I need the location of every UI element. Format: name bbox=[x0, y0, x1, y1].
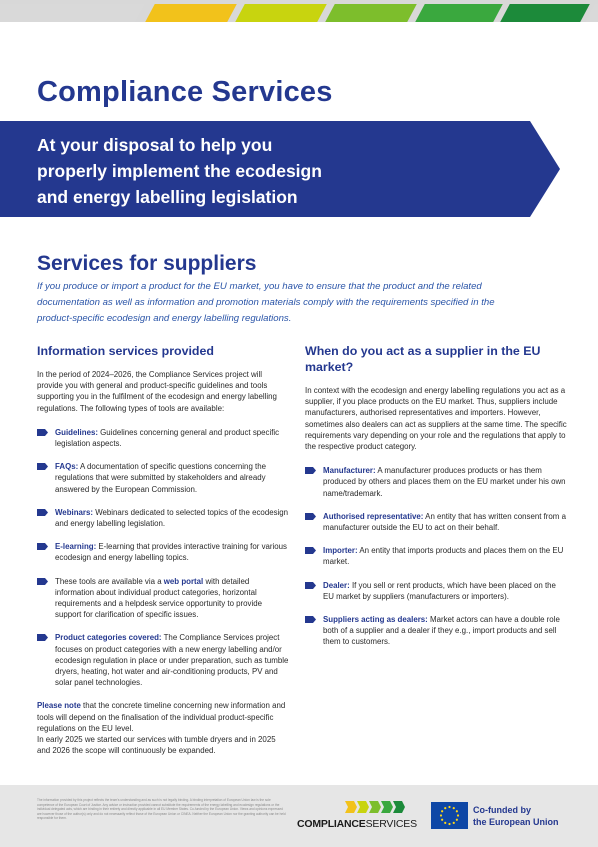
note-paragraph bbox=[37, 700, 289, 734]
list-item-text: Guidelines concerning general and product specific legislation aspects. bbox=[55, 427, 280, 449]
list-item-term: Suppliers acting as dealers: bbox=[323, 615, 428, 625]
intro-text bbox=[37, 279, 567, 327]
arrow-bullet-icon bbox=[37, 509, 48, 516]
list-item bbox=[37, 632, 289, 688]
left-heading: Information services provided bbox=[37, 344, 214, 358]
energy-chevrons-icon bbox=[345, 801, 407, 813]
arrow-bullet-icon bbox=[37, 429, 48, 436]
list-item-term: Guidelines: bbox=[55, 427, 98, 437]
compliance-services-logo bbox=[297, 801, 415, 833]
banner-line: properly implement the ecodesign bbox=[37, 161, 322, 181]
list-item bbox=[305, 614, 567, 648]
list-item bbox=[305, 545, 567, 567]
list-item bbox=[37, 541, 289, 563]
list-item bbox=[37, 461, 289, 495]
arrow-bullet-icon bbox=[37, 578, 48, 585]
page-title: Compliance Services bbox=[37, 76, 333, 108]
intro-line: product-specific ecodesign and energy labelling regulations. bbox=[37, 313, 292, 324]
list-item-text: The Compliance Services project focuses on product categories with a new energy labelling and/or ecodesign regulation in place or under preparation, such as tumble dryers, heating, hot water and air-conditioning products, PV and solar panel technologies. bbox=[55, 633, 289, 688]
right-column bbox=[305, 343, 567, 660]
chevron-shape bbox=[345, 801, 357, 813]
web-portal-link[interactable]: web portal bbox=[163, 576, 204, 586]
right-heading: When do you act as a supplier in the EU market? bbox=[305, 344, 541, 374]
note-text: that the concrete timeline concerning new information and tools will depend on the finalisation of the individual product-specific regulations on the EU level. bbox=[37, 701, 286, 733]
list-item-text: These tools are available via a bbox=[55, 576, 164, 586]
list-item-term: Importer: bbox=[323, 546, 358, 556]
eu-cofunded-text bbox=[473, 804, 559, 828]
chevron-shape bbox=[381, 801, 393, 813]
list-item bbox=[37, 576, 289, 621]
list-item-term: Product categories covered: bbox=[55, 633, 162, 643]
top-bar-segment bbox=[500, 4, 590, 22]
arrow-bullet-icon bbox=[37, 543, 48, 550]
eu-cofunded-logo bbox=[431, 802, 569, 830]
chevron-shape bbox=[357, 801, 369, 813]
note-label: Please note bbox=[37, 701, 81, 711]
arrow-bullet-icon bbox=[37, 463, 48, 470]
list-item-text: with detailed information about individual product categories, horizontal requirements and a helpdesk service opportunity to provide support for clarification of specific issues. bbox=[55, 576, 263, 620]
eu-stars-icon bbox=[431, 802, 468, 829]
chevron-shape bbox=[393, 801, 405, 813]
left-paragraph: In the period of 2024–2026, the Compliance Services project will provide you with general and product-specific guidelines and tools supporting you in the fulfilment of the ecodesign and energy labelling regulations. The following types of tools are available: bbox=[37, 370, 277, 413]
intro-line: documentation as well as information and promotion materials comply with the requirements specified in the bbox=[37, 297, 495, 308]
list-item-text: Webinars dedicated to selected topics of the ecodesign and energy labelling legislation. bbox=[55, 507, 289, 529]
compliance-services-wordmark bbox=[297, 818, 417, 830]
list-item-term: E-learning: bbox=[55, 542, 97, 552]
list-item-term: Manufacturer: bbox=[323, 466, 376, 476]
section-title: Services for suppliers bbox=[37, 252, 257, 275]
top-color-bar bbox=[0, 0, 598, 22]
list-item bbox=[305, 465, 567, 499]
list-item-text: If you sell or rent products, which have been placed on the EU market by suppliers (manufacturers or importers). bbox=[323, 580, 556, 601]
banner-line: At your disposal to help you bbox=[37, 135, 273, 155]
top-bar-segment bbox=[235, 4, 327, 22]
list-item bbox=[305, 511, 567, 533]
list-item-text: E-learning that provides interactive training for various ecodesign and energy labelling topics. bbox=[55, 542, 288, 563]
list-item-text: An entity that has written consent from a manufacturer outside the EU to act on their behalf. bbox=[323, 511, 566, 533]
arrow-bullet-icon bbox=[305, 582, 316, 589]
intro-line: If you produce or import a product for the EU market, you have to ensure that the product and the related bbox=[37, 281, 482, 292]
right-bullet-list bbox=[305, 465, 567, 647]
list-item bbox=[37, 427, 289, 449]
list-item-term: Authorised representative: bbox=[323, 511, 424, 521]
banner-line: and energy labelling legislation bbox=[37, 187, 298, 207]
left-bullet-list bbox=[37, 427, 289, 689]
right-paragraph: In context with the ecodesign and energy labelling regulations you act as a supplier, if you place products on the EU market. Thus, suppliers include manufacturers, authorised representatives and importers. However, sometimes also dealers can act as suppliers at the same time. The specific requirements vary depending on your role and the regulations that apply to the respective product category. bbox=[305, 386, 567, 452]
top-bar-segment bbox=[145, 4, 237, 22]
banner-text bbox=[37, 132, 537, 210]
arrow-bullet-icon bbox=[37, 634, 48, 641]
list-item-text: A manufacturer produces products or has them produced by others and places them on the EU market under his own name/trademark. bbox=[323, 466, 566, 498]
list-item-term: Webinars: bbox=[55, 507, 94, 517]
list-item-text: An entity that imports products and places them on the EU market. bbox=[323, 546, 564, 567]
eu-flag-icon bbox=[431, 802, 468, 829]
arrow-bullet-icon bbox=[305, 513, 316, 520]
list-item bbox=[37, 507, 289, 529]
list-item-text: A documentation of specific questions concerning the regulations that were submitted by stakeholders and already answered by the European Commission. bbox=[55, 462, 266, 494]
note-paragraph-2: In early 2025 we started our services with tumble dryers and in 2025 and 2026 the scope will continuously be expanded. bbox=[37, 735, 276, 756]
top-bar-segment bbox=[0, 4, 145, 22]
arrow-bullet-icon bbox=[305, 467, 316, 474]
top-bar-segment bbox=[415, 4, 503, 22]
chevron-shape bbox=[369, 801, 381, 813]
left-column bbox=[37, 343, 289, 756]
eu-text-line: the European Union bbox=[473, 817, 559, 827]
eu-text-line: Co-funded by bbox=[473, 805, 531, 815]
list-item bbox=[305, 580, 567, 602]
arrow-bullet-icon bbox=[305, 616, 316, 623]
list-item-text: Market actors can have a double role both of a supplier and a dealer if they e.g., import products and sell them to customers. bbox=[323, 615, 560, 647]
wordmark-part: SERVICES bbox=[365, 818, 417, 830]
top-bar-segment bbox=[325, 4, 417, 22]
arrow-bullet-icon bbox=[305, 547, 316, 554]
wordmark-part: COMPLIANCE bbox=[297, 818, 366, 830]
footer-disclaimer: The information provided by this project reflects the team's understanding and as such is not legally binding. A binding interpretation of European Union law is the sole competence of the European Court of Justice. Any advice or instruction provided cannot substitute the requirements of the energy labelling and ecodesign regulations or the individual delegated acts, which are binding in their entirety and directly applicable in all EU Member States. Co-funded by the European Union. Views and opinions expressed are however those of the author(s) only and do not necessarily reflect those of the European Union or CINEA. Neither the European Union nor the granting authority can be held responsible for them. bbox=[37, 798, 286, 821]
list-item-term: FAQs: bbox=[55, 462, 79, 472]
list-item-term: Dealer: bbox=[323, 580, 350, 590]
